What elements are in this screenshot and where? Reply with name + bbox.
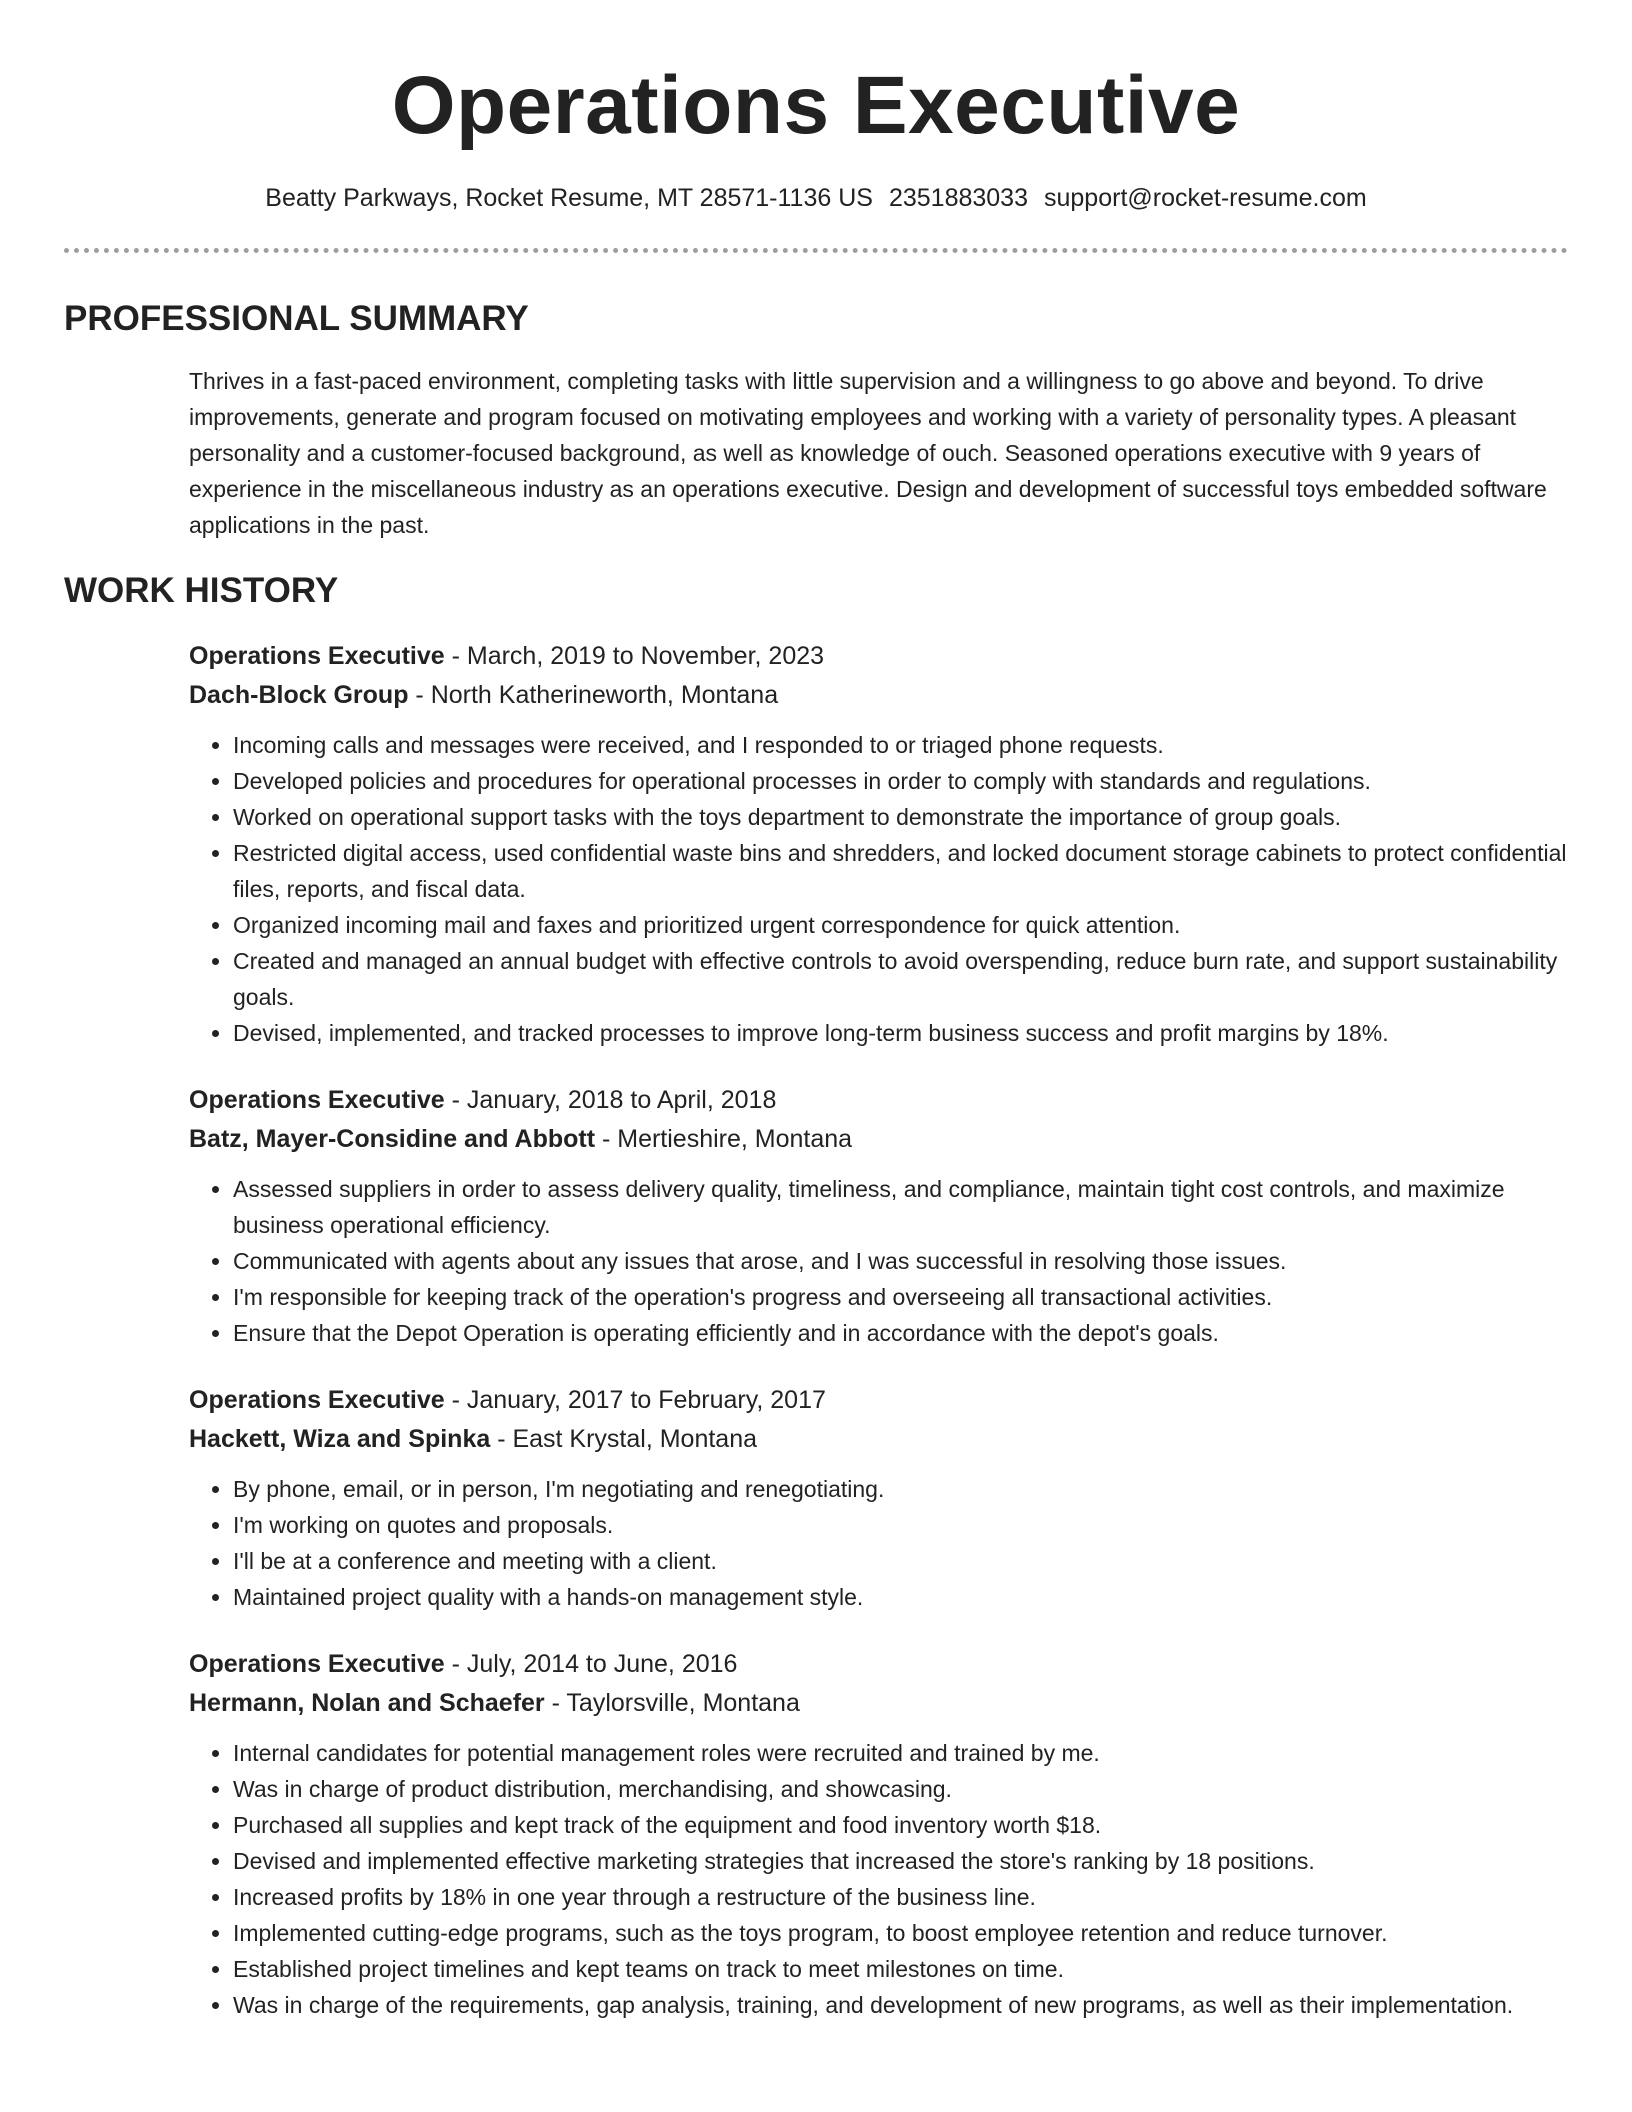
job-role-line	[189, 637, 1568, 676]
duty-item: • Was in charge of the requirements, gap analysis, training, and development of new programs, as well as their implementation.	[233, 1987, 1568, 2023]
contact-line	[64, 182, 1568, 214]
duty-item: • Worked on operational support tasks with the toys department to demonstrate the importance of group goals.	[233, 799, 1568, 835]
job-dates: - July, 2014 to June, 2016	[444, 1650, 738, 1678]
job-location: - Taylorsville, Montana	[544, 1689, 800, 1717]
job-duties	[189, 1735, 1568, 2023]
duty-item: • Devised, implemented, and tracked processes to improve long-term business success and profit margins by 18%.	[233, 1015, 1568, 1051]
job-duties	[189, 727, 1568, 1051]
duty-item: • Organized incoming mail and faxes and prioritized urgent correspondence for quick attention.	[233, 907, 1568, 943]
job-entry	[189, 637, 1568, 1051]
work-history-heading: WORK HISTORY	[64, 571, 339, 610]
job-company: Hackett, Wiza and Spinka	[189, 1425, 491, 1453]
job-company: Batz, Mayer-Considine and Abbott	[189, 1125, 596, 1153]
job-role: Operations Executive	[189, 1650, 445, 1678]
duty-item: • Ensure that the Depot Operation is operating efficiently and in accordance with the depot's goals.	[233, 1315, 1568, 1351]
job-role: Operations Executive	[189, 642, 445, 670]
duty-item: • Created and managed an annual budget with effective controls to avoid overspending, reduce burn rate, and support sustainability goals.	[233, 943, 1568, 1015]
job-entry	[189, 1645, 1568, 2023]
job-role: Operations Executive	[189, 1386, 445, 1414]
job-role-line	[189, 1645, 1568, 1684]
duty-item: • Established project timelines and kept teams on track to meet milestones on time.	[233, 1951, 1568, 1987]
duty-item: • Communicated with agents about any issues that arose, and I was successful in resolving those issues.	[233, 1243, 1568, 1279]
job-role-line	[189, 1081, 1568, 1120]
resume-name: Operations Executive	[391, 60, 1241, 151]
job-location: - North Katherineworth, Montana	[408, 681, 779, 709]
job-location: - East Krystal, Montana	[490, 1425, 758, 1453]
duty-item: • Purchased all supplies and kept track of the equipment and food inventory worth $18.	[233, 1807, 1568, 1843]
summary-text: Thrives in a fast-paced environment, completing tasks with little supervision and a willingness to go above and beyond. To drive improvements, generate and program focused on motivating employees and working with a variety of personality types. A pleasant personality and a customer-focused background, as well as knowledge of ouch. Seasoned operations executive with 9 years of experience in the miscellaneous industry as an operations executive. Design and development of successful toys embedded software applications in the past.	[189, 368, 1547, 538]
work-history-list	[189, 637, 1568, 2023]
job-role-line	[189, 1381, 1568, 1420]
duty-item: • Was in charge of product distribution, merchandising, and showcasing.	[233, 1771, 1568, 1807]
job-entry	[189, 1381, 1568, 1615]
job-role: Operations Executive	[189, 1086, 445, 1114]
job-duties	[189, 1171, 1568, 1351]
job-company: Dach-Block Group	[189, 681, 409, 709]
job-entry	[189, 1081, 1568, 1351]
duty-item: • Devised and implemented effective marketing strategies that increased the store's ranking by 18 positions.	[233, 1843, 1568, 1879]
contact-phone: 2351883033	[888, 184, 1028, 212]
job-company: Hermann, Nolan and Schaefer	[189, 1689, 545, 1717]
duty-item: • Restricted digital access, used confidential waste bins and shredders, and locked document storage cabinets to protect confidential files, reports, and fiscal data.	[233, 835, 1568, 907]
job-duties	[189, 1471, 1568, 1615]
duty-item: • Implemented cutting-edge programs, such as the toys program, to boost employee retention and reduce turnover.	[233, 1915, 1568, 1951]
contact-email: support@rocket-resume.com	[1044, 184, 1367, 212]
header-divider	[64, 248, 1568, 253]
summary-heading: PROFESSIONAL SUMMARY	[64, 299, 529, 338]
duty-item: • Increased profits by 18% in one year through a restructure of the business line.	[233, 1879, 1568, 1915]
duty-item: • Incoming calls and messages were received, and I responded to or triaged phone requests.	[233, 727, 1568, 763]
job-company-line	[189, 676, 1568, 715]
duty-item: • By phone, email, or in person, I'm negotiating and renegotiating.	[233, 1471, 1568, 1507]
duty-item: • I'll be at a conference and meeting with a client.	[233, 1543, 1568, 1579]
contact-address: Beatty Parkways, Rocket Resume, MT 28571-1136 US	[265, 184, 873, 212]
job-dates: - January, 2017 to February, 2017	[444, 1386, 826, 1414]
job-location: - Mertieshire, Montana	[595, 1125, 853, 1153]
job-company-line	[189, 1420, 1568, 1459]
duty-item: • Developed policies and procedures for operational processes in order to comply with standards and regulations.	[233, 763, 1568, 799]
duty-item: • Internal candidates for potential management roles were recruited and trained by me.	[233, 1735, 1568, 1771]
duty-item: • I'm responsible for keeping track of the operation's progress and overseeing all transactional activities.	[233, 1279, 1568, 1315]
job-dates: - March, 2019 to November, 2023	[444, 642, 825, 670]
job-dates: - January, 2018 to April, 2018	[444, 1086, 777, 1114]
job-company-line	[189, 1120, 1568, 1159]
job-company-line	[189, 1684, 1568, 1723]
duty-item: • Maintained project quality with a hands-on management style.	[233, 1579, 1568, 1615]
duty-item: • I'm working on quotes and proposals.	[233, 1507, 1568, 1543]
duty-item: • Assessed suppliers in order to assess delivery quality, timeliness, and compliance, maintain tight cost controls, and maximize business operational efficiency.	[233, 1171, 1568, 1243]
